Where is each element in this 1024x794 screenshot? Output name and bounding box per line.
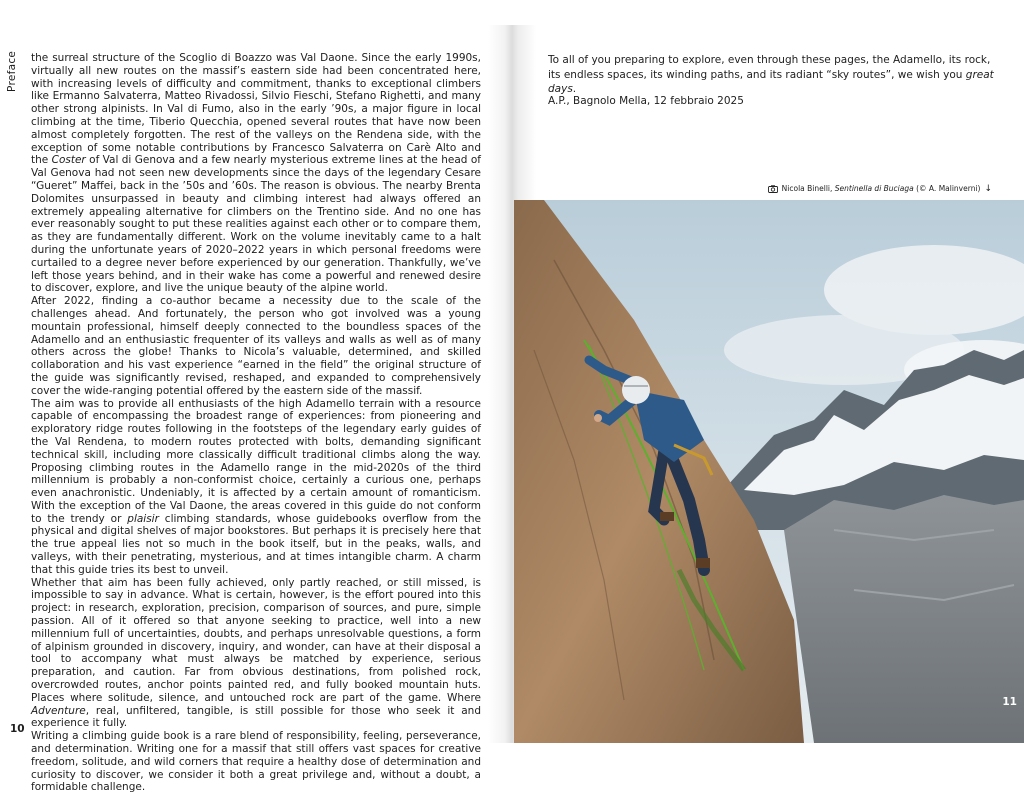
paragraph xyxy=(31,295,481,397)
text-run: The aim was to provide all enthusiasts of the high Adamello terrain with a resource capable of encompassing the broadest range of experiences: from pioneering and exploratory ridge routes following in the footsteps of the legendary early guides of the Val Rendena, to modern routes protected with bolts, demanding significant technical skill, including more classically difficult traditional climbs along the way. Proposing climbing routes in the Adamello range in the mid-2020s of the third millennium is probably a non-conformist choice, certainly a curious one, perhaps even anachronistic. Undeniably, it is affected by a certain amount of romanticism. With the exception of the Val Daone, the areas covered in this guide do not conform to the trendy or xyxy=(31,397,481,525)
text-run: To all of you preparing to explore, even through these pages, the Adamello, its rock, its endless spaces, its winding paths, and its radiant “sky routes”, we wish you xyxy=(548,54,991,81)
dedication-text xyxy=(548,53,1006,97)
photo-credit xyxy=(768,184,992,193)
section-side-label: Preface xyxy=(6,50,18,92)
text-run: After 2022, finding a co-author became a necessity due to the scale of the challenges ahead. And fortunately, the person who got involved was a young mountain professional, himself deeply connected to the boundless spaces of the Adamello and an enthusiastic frequenter of its valleys and walls as well as of many others across the globe! Thanks to Nicola’s valuable, determined, and skilled collaboration and his vast experience “earned in the field” the original structure of the guide was significantly revised, reshaped, and expanded to comprehensively cover the wide-ranging potential offered by the eastern side of the massif. xyxy=(31,295,481,397)
paragraph xyxy=(31,52,481,295)
italic-text: plaisir xyxy=(127,512,159,525)
text-run: the surreal structure of the Scoglio di Boazzo was Val Daone. Since the early 1990s, virtually all new routes on the massif’s eastern side had been concentrated here, with increasing levels of difficulty and commitment, thanks to exceptional climbers like Ermanno Salvaterra, Matteo Rivadossi, Silvio Fieschi, Stefano Righetti, and many other strong alpinists. In Val di Fumo, also in the early ’90s, a major figure in local climbing at the time, Tiberio Quecchia, opened several routes that have now been almost completely forgotten. The rest of the valleys on the Rendena side, with the exception of some notable contributions by Francesco Salvaterra on Carè Alto and the xyxy=(31,52,481,167)
climber-photo xyxy=(514,200,1024,743)
text-run: Whether that aim has been fully achieved, only partly reached, or still missed, is impossible to say in advance. What is certain, however, is the effort poured into this project: in research, exploration, precision, comparison of sources, and pure, simple passion. All of it offered so that anyone seeking to practice, well into a new millennium full of uncertainties, doubts, and perhaps unresolvable questions, a form of alpinism grounded in discovery, inquiry, and wonder, can have at their disposal a tool to accompany what must always be matched by experience, serious preparation, and caution. Far from obvious destinations, from polished rock, overcrowded routes, anchor points painted red, and fully booked mountain huts. Places where solitude, silence, and untouched rock are part of the game. Where xyxy=(31,576,481,704)
page-number-right: 11 xyxy=(1002,696,1017,708)
arrow-down-icon: ↓ xyxy=(984,183,992,194)
text-run: of Val di Genova and a few nearly mysterious extreme lines at the head of Val Genova had not seen new developments since the days of the legendary Cesare “Gueret” Maffei, back in the ’50s and ’60s. The reason is obvious. The nearby Brenta Dolomites unsurpassed in beauty and climbing interest had always offered an extremely appealing alternative for climbers on the Trentino side. And no one has ever reasonably sought to put these realities against each other or to compare them, as they are fundamentally different. Work on the volume inevitably came to a halt during the unfortunate years of 2020–2022 years in which personal freedoms were curtailed to a degree never before experienced by our generation. Thankfully, we’ve left those years behind, and in their wake has come a powerful and renewed desire to discover, explore, and live the unique beauty of the alpine world. xyxy=(31,154,481,295)
credit-caption: Sentinella di Buciaga xyxy=(834,184,914,193)
preface-body-text xyxy=(31,52,481,794)
signature-line: A.P., Bagnolo Mella, 12 febbraio 2025 xyxy=(548,95,744,107)
climber-photo-illustration xyxy=(514,200,1024,743)
dedication-paragraph xyxy=(548,53,1006,97)
right-page xyxy=(512,0,1024,768)
credit-text xyxy=(782,184,981,193)
italic-text: Adventure xyxy=(31,704,86,717)
credit-copyright: (© A. Malinverni) xyxy=(913,184,981,193)
paragraph xyxy=(31,398,481,577)
credit-author: Nicola Binelli, xyxy=(781,184,835,193)
paragraph xyxy=(31,730,481,794)
text-run: Writing a climbing guide book is a rare blend of responsibility, feeling, perseverance, and determination. Writing one for a massif that still offers vast spaces for creative freedom, solitude, and wild corners that require a healthy dose of determination and curiosity to discover, we consider it both a great privilege and, without a doubt, a formidable challenge. xyxy=(31,730,481,794)
italic-text: great days xyxy=(548,68,994,95)
page-number-left: 10 xyxy=(10,723,25,735)
italic-text: Coster xyxy=(51,154,86,167)
text-run: , real, unfiltered, tangible, is still possible for those who seek it and experience it fully. xyxy=(31,704,481,730)
paragraph xyxy=(31,577,481,731)
text-run: climbing standards, whose guidebooks overflow from the physical and digital shelves of major bookstores. But perhaps it is precisely here that the true appeal lies not so much in the book itself, but in the peaks, walls, and valleys, with their penetrating, mysterious, and at times intangible charm. A charm that this guide tries its best to unveil. xyxy=(31,512,482,576)
camera-icon xyxy=(768,185,778,193)
text-run: . xyxy=(572,83,577,95)
